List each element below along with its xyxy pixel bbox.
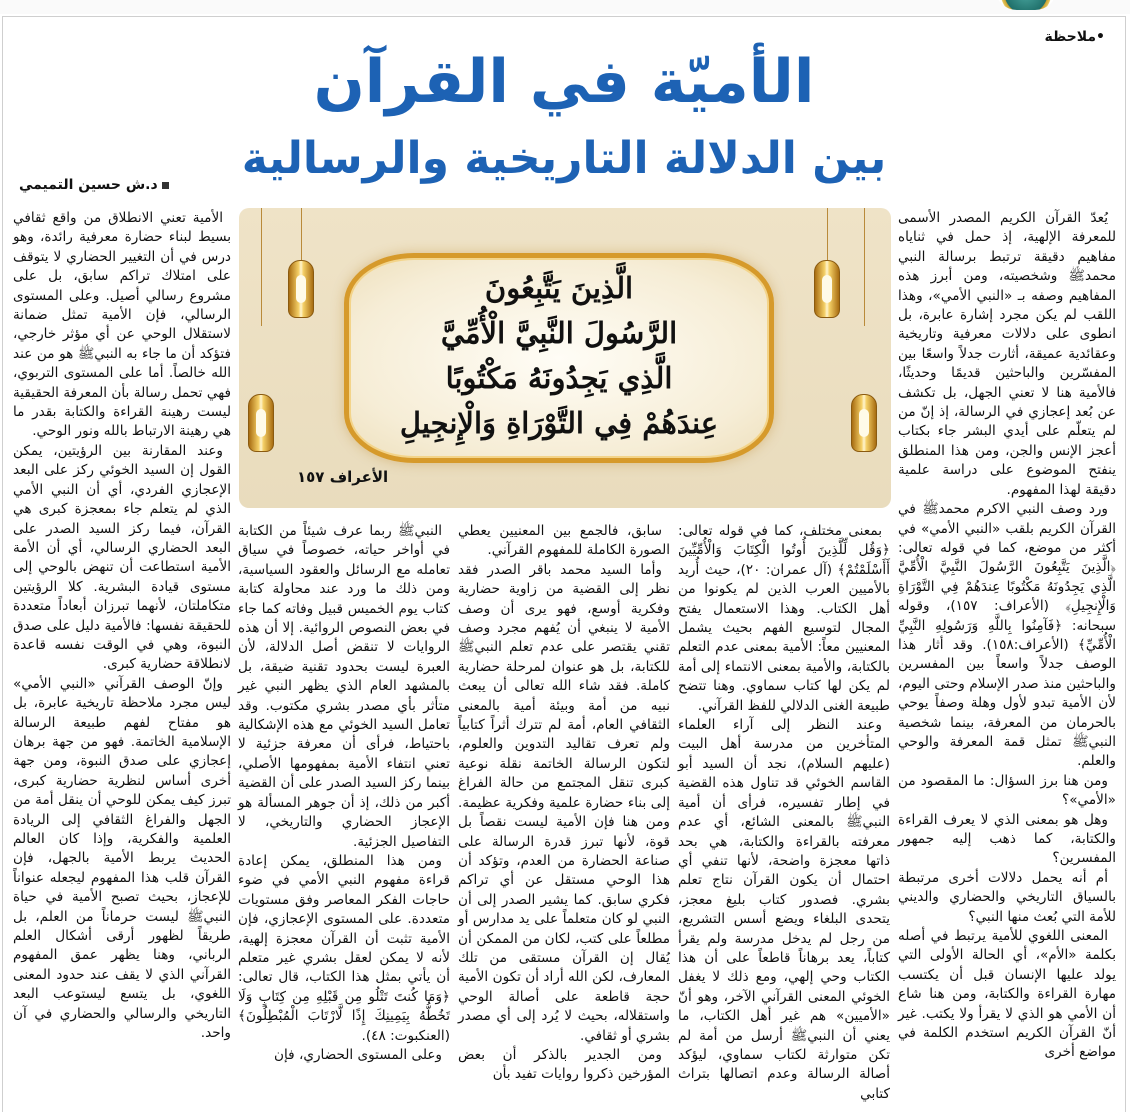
lantern-icon	[248, 394, 274, 452]
column-left	[13, 209, 231, 1043]
verse-line: الَّذِي يَجِدُونَهُ مَكْتُوبًا	[445, 361, 673, 395]
paragraph: ومن الجدير بالذكر أن بعض المؤرخين ذكروا روايات تفيد بأن	[458, 1046, 670, 1083]
quran-verse	[344, 266, 774, 446]
verse-reference: الأعراف ١٥٧	[297, 468, 389, 486]
paragraph: المعنى اللغوي للأمية يرتبط في أصله بكلمة «الأم»، أي الحالة الأولى التي يولد عليها الإنسان قبل أن يكتسب مهارة القراءة والكتابة، ومن هنا شاع أن الأمي هو الذي لا يقرأ ولا يكتب. غير أنّ القرآن الكريم استخدم الكلمة في مواضع أخرى	[898, 928, 1116, 1061]
author-byline	[19, 177, 169, 193]
paragraph: بمعنى مختلف، كما في قوله تعالى: ﴿وَقُل لِّلَّذِينَ أُوتُوا الْكِتَابَ وَالْأُمِّيِّينَ أَأَسْلَمْتُمْ﴾ (آل عمران: ٢٠)، حيث أُريد بالأميين العرب الذين لم يكونوا من أهل الكتاب. وهذا الاستعمال يفتح المجال لتوسيع الفهم بحيث يشمل المعنيين معاً: الأمية بمعنى عدم التعلم بالكتابة، والأمية بمعنى الانتماء إلى أمة لم يكن لها كتاب سماوي. وهنا تتضح طبيعة الغنى الدلالي للفظ القرآني.	[678, 523, 890, 714]
lantern-chain	[827, 208, 828, 260]
paragraph: وعند المقارنة بين الرؤيتين، يمكن القول إن السيد الخوئي ركز على البعد الإعجازي الفردي، أي أن النبي الأمي الذي لم يتعلم جاء بمعجزة كبرى هي القرآن، فيما ركز السيد الصدر على البعد الحضاري الرسالي، أي أن الأمة الأمية استطاعت أن تنهض بالوحي إلى مستوى قيادة البشرية. كلا الرؤيتين متكاملتان، لأنهما تبرزان أبعاداً متعددة للحقيقة نفسها: فالأمية دليل على صدق النبوة، وهي في الوقت نفسه قاعدة لانطلاقة حضارية كبرى.	[13, 442, 231, 673]
section-label: •ملاحظة	[1044, 29, 1105, 45]
paragraph: ومن هنا برز السؤال: ما المقصود من «الأمي»؟	[898, 772, 1116, 809]
column-center-3	[238, 522, 450, 1065]
column-right	[898, 209, 1116, 1063]
lantern-icon	[288, 260, 314, 318]
bullet-square-icon	[162, 182, 169, 189]
paragraph: وإنّ الوصف القرآني «النبي الأمي» ليس مجرد ملاحظة تاريخية عابرة، بل هو مفتاح لفهم طبيعة الرسالة الإسلامية الخاتمة. فهو من جهة برهان إعجازي على صدق النبوة، ومن جهة أخرى أساس لنظرية حضارية كبرى، تبرز كيف يمكن للوحي أن ينقل أمة من الجهل والفراغ الثقافي إلى الريادة العلمية والفكرية، وإذا كان العالم الحديث يربط الأمية بالجهل، فإن القرآن قلب هذا المفهوم ليجعله عنواناً للإعجاز، بحيث تصبح الأمية في حياة النبيﷺ ليست حرماناً من العلم، بل طريقاً لظهور أرقى أشكال العلم الرباني، وهنا يظهر عمق المفهوم القرآني الذي لا يقف عند حدود المعنى اللغوي، بل يتسع ليستوعب البعد التاريخي والرسالي والحضاري في آن واحد.	[13, 675, 231, 1042]
column-center-1	[678, 522, 890, 1104]
paragraph: الأمية تعني الانطلاق من واقع ثقافي بسيط لبناء حضارة معرفية رائدة، وهو درس في أن التغيير الحضاري لا يتوقف على امتلاك تراكم سابق، بل على مشروع رسالي أصيل. وعلى المستوى الرسالي، فإن الأمية تمثل ضمانة لاستقلال الوحي عن أي مؤثر خارجي، فتؤكد أن ما جاء به النبيﷺ هو من عند الله خالصاً. أما على المستوى التربوي، فهي تحمل رسالة بأن المعرفة الحقيقية ليست رهينة القراءة والكتابة بقدر ما هي رهينة الارتباط بالله ونور الوحي.	[13, 210, 231, 440]
article-title: الأميّة في القرآن	[313, 47, 815, 117]
verse-line: الرَّسُولَ النَّبِيَّ الْأُمِّيَّ	[440, 316, 678, 350]
paragraph: ومن هذا المنطلق، يمكن إعادة قراءة مفهوم النبي الأمي في ضوء حاجات الفكر المعاصر وفق مستويات متعددة. على المستوى الإعجازي، فإن الأمية تثبت أن القرآن معجزة إلهية، لأنه لا يمكن لعقل بشري غير متعلم أن يأتي بمثل هذا الكتاب، قال تعالى: ﴿وَمَا كُنتَ تَتْلُو مِن قَبْلِهِ مِن كِتَابٍ وَلَا تَخُطُّهُ بِيَمِينِكَ إِذًا لَّارْتَابَ الْمُبْطِلُونَ﴾ (العنكبوت: ٤٨).	[238, 852, 450, 1044]
column-center-2	[458, 522, 670, 1085]
lantern-chain	[261, 208, 262, 326]
article-page	[2, 16, 1126, 1112]
lantern-chain	[301, 208, 302, 260]
lantern-icon	[851, 394, 877, 452]
verse-line: الَّذِينَ يَتَّبِعُونَ	[484, 271, 634, 305]
lantern-chain	[864, 208, 865, 326]
paragraph: وعلى المستوى الحضاري، فإن	[274, 1046, 442, 1063]
paragraph: يُعدّ القرآن الكريم المصدر الأسمى للمعرفة الإلهية، إذ حمل في ثناياه مفاهيم دقيقة ترتبط برسالة النبي محمدﷺ وشخصيته، ومن أبرز هذه المفاهيم وصفه بـ «النبي الأمي»، وهذا اللقب لم يكن مجرد إشارة عابرة، بل انطوى على دلالات معرفية وتاريخية وعقائدية عميقة، أثارت جدلاً واسعًا بين المفسّرين والباحثين قديمًا وحديثًا، فالأمية هنا لا تعني الجهل، بل تكشف عن بُعد إعجازي في الرسالة، إذ إنّ من لم يتعلّم على أيدي البشر جاء بكتاب أعجز الإنس والجن، ومن هذا المنطلق ينفتح الموضوع على دراسة علمية دقيقة لهذا المفهوم.	[898, 210, 1116, 498]
paragraph: أم أنه يحمل دلالات أخرى مرتبطة بالسياق التاريخي والحضاري والديني للأمة التي بُعث منها النبي؟	[898, 869, 1116, 925]
verse-image	[239, 208, 891, 508]
top-strip	[0, 0, 1130, 14]
paragraph: وأما السيد محمد باقر الصدر فقد نظر إلى القضية من زاوية حضارية وفكرية أوسع، فهو يرى أن وصف الأمية لا ينبغي أن يُفهم مجرد وصف تقني يقتصر على عدم تعلم النبيﷺ للكتابة، بل هو عنوان لمرحلة حضارية كاملة. فقد شاء الله تعالى أن يبعث نبيه من أمة وبيئة أمية بالمعنى الثقافي العام، أمة لم تترك أثراً كتابياً ولم تعرف تقاليد التدوين والعلوم، لتكون الرسالة الخاتمة نقلة نوعية كبرى تنقل المجتمع من حالة الفراغ إلى بناء حضارة علمية وفكرية عظيمة. ومن هنا فإن الأمية ليست نقصاً بل قوة، لأنها تبرز قدرة الرسالة على صناعة الحضارة من العدم، وتؤكد أن هذا الوحي مستقل عن أي تراكم فكري سابق. كما يشير الصدر إلى أن النبي لو كان متعلماً على يد مدارس أو مطلعاً على كتب، لكان من الممكن أن يُقال إن القرآن مستقى من تلك المعارف، لكن الله أراد أن تكون الأمية حجة قاطعة على أصالة الوحي واستقلاله، بحيث لا يُرد إلى أي مصدر بشري أو ثقافي.	[458, 561, 670, 1044]
paragraph: وهل هو بمعنى الذي لا يعرف القراءة والكتابة، كما ذهب إليه جمهور المفسرين؟	[898, 811, 1116, 867]
paragraph: النبيﷺ ربما عرف شيئاً من الكتابة في أواخر حياته، خصوصاً في سياق تعامله مع الرسائل والعقود السياسية، ومن ذلك ما ورد عند محاولة كتابة كتاب يوم الخميس قبيل وفاته كما جاء في بعض النصوص الروائية. إلا أن هذه الروايات لا تنقض أصل الدلالة، لأن العبرة ليست بحدود تقنية ضيقة، بل بالمشهد العام الذي يظهر النبي غير متأثر بأي مصدر بشري مكتوب. وقد تعامل السيد الخوئي مع هذه الإشكالية باحتياط، فرأى أن معرفة جزئية لا تعني انتفاء الأمية بمفهومها الأصلي، بينما ركز السيد الصدر على أن القضية أكبر من ذلك، إذ أن جوهر المسألة هو الإعجاز الحضاري والتاريخي، لا التفاصيل الجزئية.	[238, 523, 450, 850]
paragraph: وعند النظر إلى آراء العلماء المتأخرين من مدرسة أهل البيت (عليهم السلام)، نجد أن السيد أبو القاسم الخوئي قد تناول هذه القضية في إطار تفسيره، فرأى أن أمية النبيﷺ بالمعنى الشائع، أي عدم معرفته بالقراءة والكتابة، هي بحد ذاتها معجزة واضحة، لأنها تنفي أي احتمال أن يكون القرآن نتاج تعلم بشري. فصدور كتاب بليغ معجز، يتحدى البلغاء ويضع أسس التشريع، من رجل لم يدخل مدرسة ولم يقرأ كتاباً، يعد برهاناً قاطعاً على أن هذا الكتاب وحي إلهي، ومع ذلك لا يغفل الخوئي المعنى القرآني الآخر، وهو أنّ «الأميين» هم غير أهل الكتاب، ما يعني أن النبيﷺ أرسل من أمة لم تكن متوارثة لكتاب سماوي، ليؤكد أصالة الرسالة وعدم اتصالها بتراث كتابي	[678, 717, 890, 1102]
verse-line: عِندَهُمْ فِي التَّوْرَاةِ وَالْإِنجِيلِ	[399, 406, 719, 440]
author-name: د.ش حسين التميمي	[19, 177, 158, 193]
paragraph: ورد وصف النبي الاكرم محمدﷺ في القرآن الكريم بلقب «النبي الأمي» في أكثر من موضع، كما في قوله تعالى: ﴿الَّذِينَ يَتَّبِعُونَ الرَّسُولَ النَّبِيَّ الْأُمِّيَّ الَّذِي يَجِدُونَهُ مَكْتُوبًا عِندَهُمْ فِي التَّوْرَاةِ وَالْإِنجِيلِ﴾ (الأعراف: ١٥٧)، وقوله سبحانه: ﴿فَآمِنُوا بِاللَّهِ وَرَسُولِهِ النَّبِيِّ الْأُمِّيِّ﴾ (الأعراف:١٥٨). وقد أثار هذا الوصف جدلاً واسعاً بين المفسرين والباحثين منذ صدر الإسلام وحتى اليوم، لأن الأمية تبدو لأول وهلة وصفاً يوحي بالحرمان من المعرفة، بينما شخصية النبيﷺ تمثل قمة المعرفة والوحي والعلم.	[898, 501, 1116, 770]
lantern-icon	[814, 260, 840, 318]
article-subtitle: بين الدلالة التاريخية والرسالية	[241, 133, 887, 184]
paragraph: سابق، فالجمع بين المعنيين يعطي الصورة الكاملة للمفهوم القرآني.	[458, 523, 670, 559]
